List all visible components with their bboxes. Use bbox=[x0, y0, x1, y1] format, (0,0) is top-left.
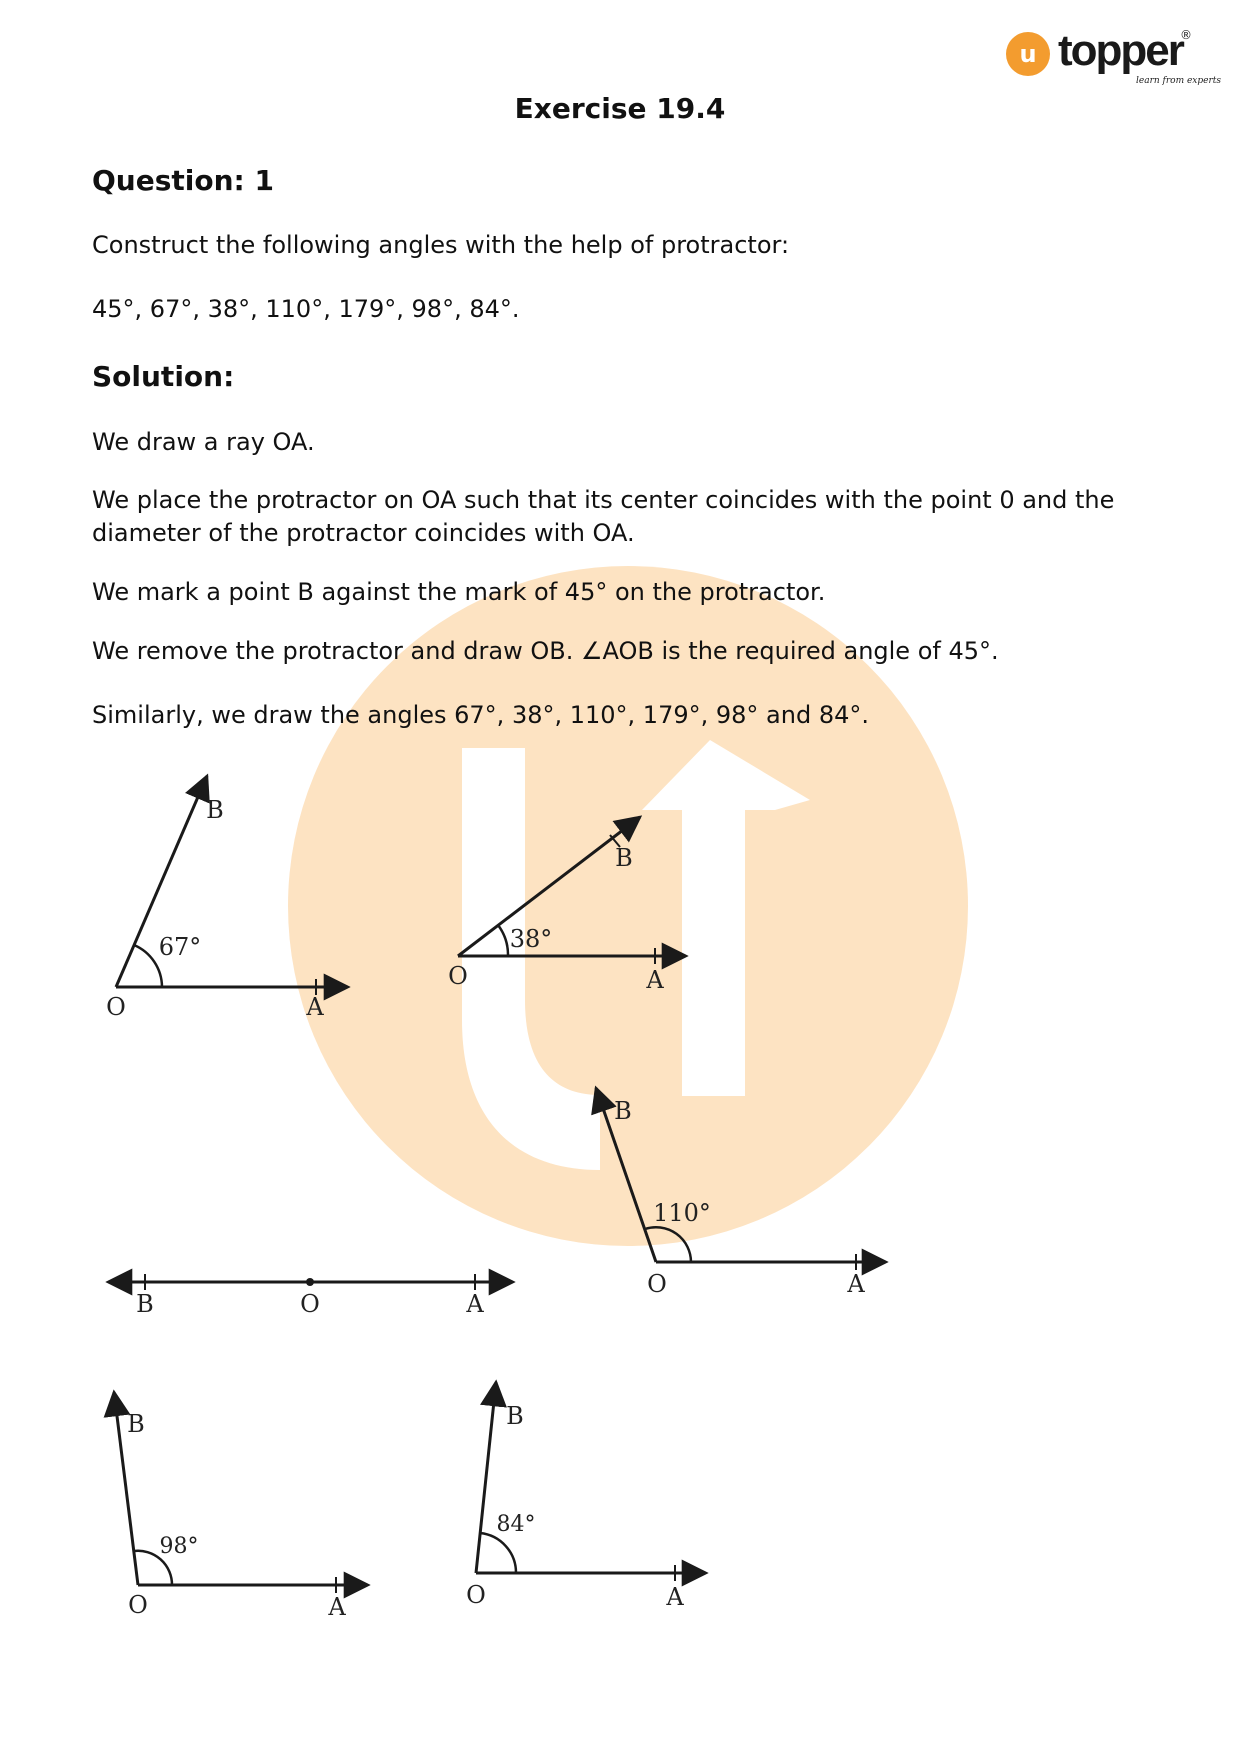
point-o-label: O bbox=[448, 962, 468, 990]
point-a-label: A bbox=[666, 1583, 684, 1611]
point-o-label: O bbox=[647, 1270, 667, 1298]
point-o-label: O bbox=[106, 993, 126, 1021]
angle-label: 110° bbox=[653, 1199, 711, 1227]
point-b-label: B bbox=[136, 1290, 154, 1318]
brand-tagline: learn from experts bbox=[1136, 76, 1222, 86]
brand-icon: u bbox=[1006, 32, 1050, 76]
registered-mark: ® bbox=[1180, 28, 1192, 42]
point-b-label: B bbox=[614, 1097, 632, 1125]
point-a-label: A bbox=[847, 1270, 865, 1298]
angle-label: 38° bbox=[509, 925, 553, 953]
angle-figure-179 bbox=[108, 1274, 513, 1318]
point-a-label: A bbox=[328, 1593, 346, 1621]
solution-step-3: We mark a point B against the mark of 45° on the protractor. bbox=[92, 578, 826, 606]
angle-label: 98° bbox=[159, 1534, 199, 1559]
solution-heading: Solution: bbox=[92, 360, 235, 393]
point-o-label: O bbox=[128, 1591, 148, 1619]
angle-figure-98 bbox=[111, 1392, 368, 1621]
angle-label: 67° bbox=[158, 933, 202, 961]
point-a-label: A bbox=[646, 966, 664, 994]
solution-step-2: We place the protractor on OA such that its center coincides with the point 0 and the diameter of the protractor coincides with OA. bbox=[92, 486, 1115, 547]
point-b-label: B bbox=[506, 1402, 524, 1430]
point-b-label: B bbox=[127, 1410, 145, 1438]
question-heading: Question: 1 bbox=[92, 164, 274, 197]
angle-figure-38 bbox=[448, 817, 686, 994]
solution-step-4: We remove the protractor and draw OB. ∠AOB is the required angle of 45°. bbox=[92, 637, 999, 665]
angle-figure-84 bbox=[466, 1382, 706, 1611]
brand-name: topper bbox=[1058, 26, 1183, 75]
point-a-label: A bbox=[306, 993, 324, 1021]
question-text: Construct the following angles with the help of protractor: bbox=[92, 231, 790, 259]
solution-step-5: Similarly, we draw the angles 67°, 38°, 110°, 179°, 98° and 84°. bbox=[92, 701, 869, 729]
exercise-title: Exercise 19.4 bbox=[514, 92, 726, 125]
point-o-label: O bbox=[466, 1581, 486, 1609]
question-angles: 45°, 67°, 38°, 110°, 179°, 98°, 84°. bbox=[92, 295, 520, 323]
angle-label: 84° bbox=[496, 1512, 536, 1537]
point-a-label: A bbox=[466, 1290, 484, 1318]
point-b-label: B bbox=[206, 796, 224, 824]
point-b-label: B bbox=[615, 844, 633, 872]
solution-step-1: We draw a ray OA. bbox=[92, 428, 315, 456]
angle-figure-67 bbox=[106, 776, 348, 1021]
angle-figure-110 bbox=[595, 1088, 886, 1298]
point-o-label: O bbox=[300, 1290, 320, 1318]
